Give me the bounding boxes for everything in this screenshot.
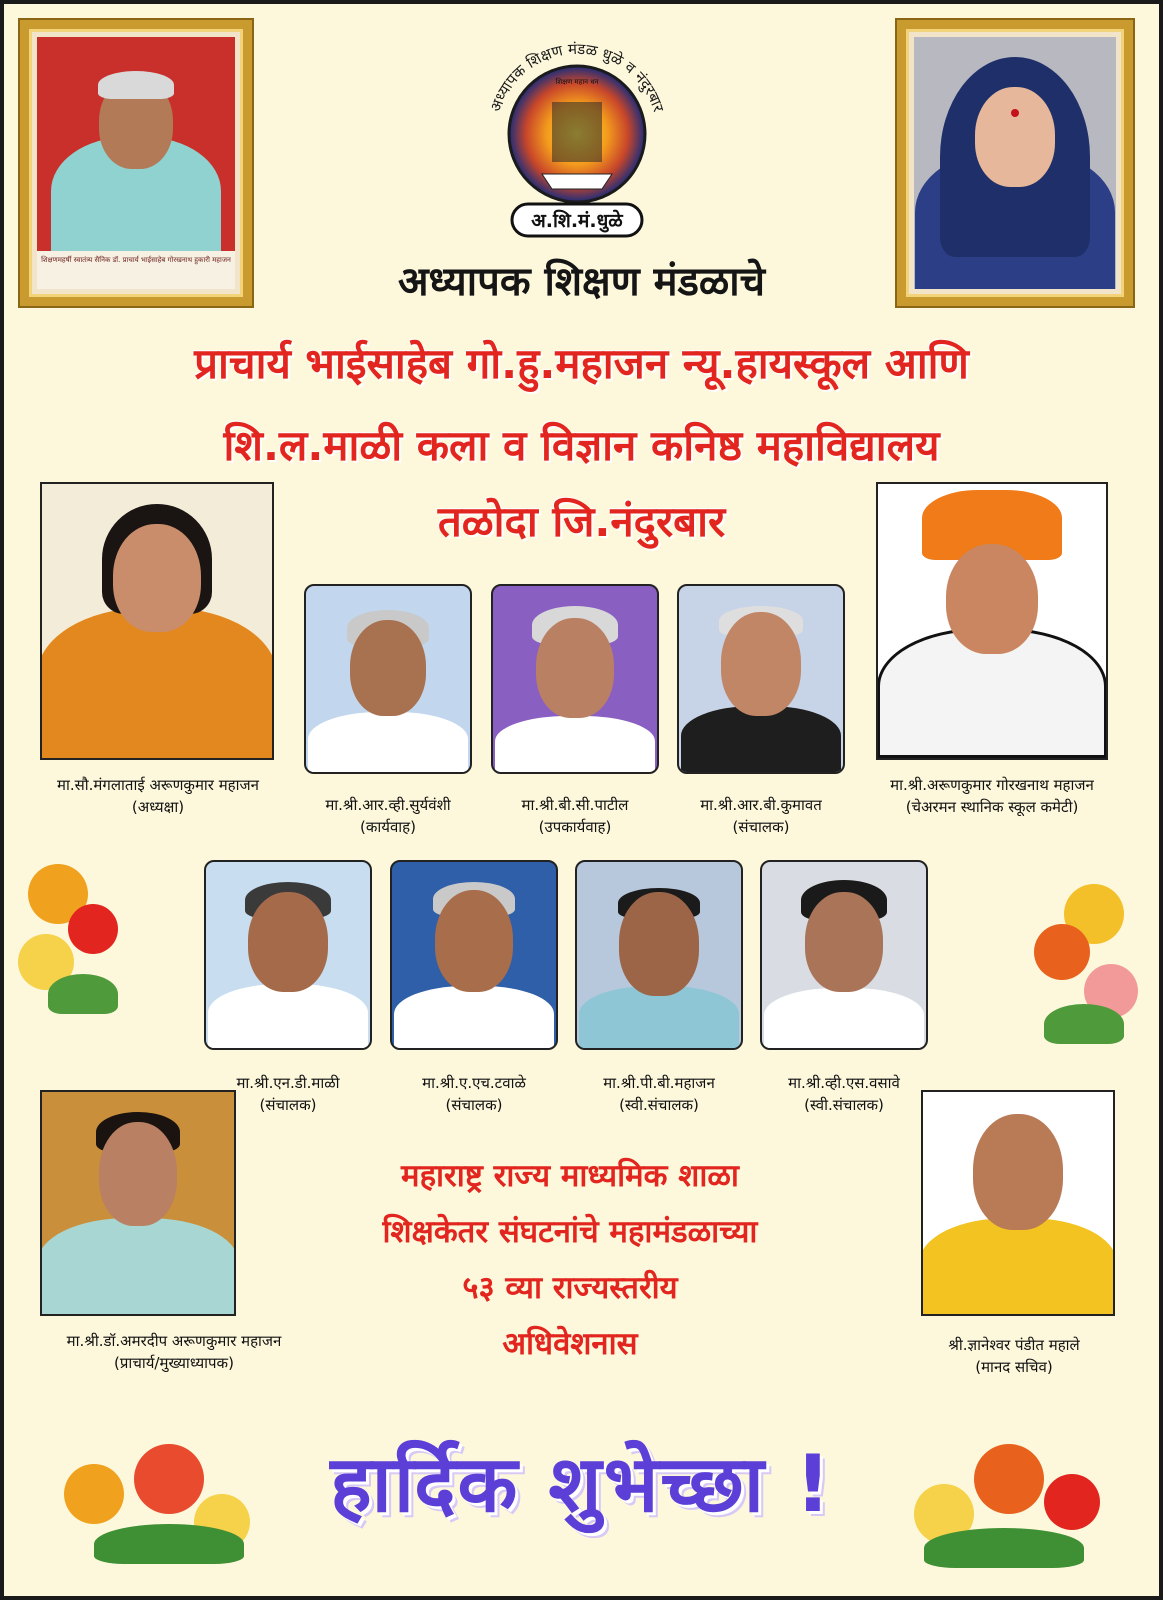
secretary-name: मा.श्री.आर.व्ही.सुर्यवंशी (325, 796, 451, 814)
director-kumawat-role: (संचालक) (732, 818, 790, 836)
caption-coopted-director-vasave (742, 1072, 946, 1116)
caption-president (20, 774, 296, 818)
director-mali-name: मा.श्री.एन.डी.माळी (236, 1074, 340, 1092)
photo-director-tawale (390, 860, 558, 1050)
coopted-director-vasave-name: मा.श्री.व्ही.एस.वसावे (788, 1074, 900, 1092)
org-heading: अध्यापक शिक्षण मंडळाचे (397, 259, 766, 305)
founder-frame-caption: शिक्षणमहर्षी स्वातंत्र्य सैनिक डॉ. प्राचार्य भाईसाहेब गोरखनाथ हुकारी महाजन (37, 251, 235, 289)
caption-coopted-director-mahajan (557, 1072, 761, 1116)
principal-role: (प्राचार्य/मुख्याध्यापक) (114, 1354, 234, 1372)
flower-bouquet-icon (8, 834, 138, 1034)
president-name: मा.सौ.मंगलाताई अरूणकुमार महाजन (57, 776, 259, 794)
director-kumawat-name: मा.श्री.आर.बी.कुमावत (700, 796, 822, 814)
coopted-director-vasave-role: (स्वी.संचालक) (804, 1096, 884, 1114)
caption-secretary (284, 794, 492, 838)
photo-hon-secretary (921, 1090, 1115, 1316)
flower-bouquet-icon (34, 1424, 274, 1584)
caption-hon-secretary (874, 1334, 1154, 1378)
secretary-role: (कार्यवाह) (360, 818, 416, 836)
photo-joint-secretary (491, 584, 659, 774)
logo-ring-text: अध्यापक शिक्षण मंडळ धुळे व नंदुरबार (486, 39, 668, 115)
photo-coopted-director-vasave (760, 860, 928, 1050)
chairman-role: (चेअरमन स्थानिक स्कूल कमेटी) (905, 798, 1079, 816)
director-tawale-name: मा.श्री.ए.एच.टवाळे (422, 1074, 526, 1092)
hon-secretary-role: (मानद सचिव) (975, 1358, 1053, 1376)
photo-chairman (876, 482, 1108, 760)
director-tawale-role: (संचालक) (445, 1096, 503, 1114)
photo-principal (40, 1090, 236, 1316)
event-line1: महाराष्ट्र राज्य माध्यमिक शाळा (401, 1158, 739, 1194)
coopted-director-mahajan-role: (स्वी.संचालक) (619, 1096, 699, 1114)
caption-director-kumawat (660, 794, 862, 838)
school-name-line2: शि.ल.माळी कला व विज्ञान कनिष्ठ महाविद्यालय (223, 421, 940, 470)
greeting-text: हार्दिक शुभेच्छा ! (330, 1440, 833, 1530)
photo-secretary (304, 584, 472, 774)
photo-president (40, 482, 274, 760)
director-mali-role: (संचालक) (259, 1096, 317, 1114)
flower-bouquet-icon (884, 1424, 1124, 1584)
school-location: तळोदा जि.नंदुरबार (437, 497, 726, 546)
photo-director-mali (204, 860, 372, 1050)
joint-secretary-name: मा.श्री.बी.सी.पाटील (521, 796, 629, 814)
flower-bouquet-icon (1024, 864, 1154, 1064)
caption-chairman (850, 774, 1134, 818)
logo-emblem-icon (472, 24, 682, 244)
photo-director-kumawat (677, 584, 845, 774)
hon-secretary-name: श्री.ज्ञानेश्वर पंडीत महाले (948, 1336, 1080, 1354)
caption-director-tawale (372, 1072, 576, 1116)
logo-inner-text: शिक्षण महान धन (555, 78, 599, 86)
organization-logo (472, 24, 682, 244)
photo-coopted-director-mahajan (575, 860, 743, 1050)
president-role: (अध्यक्षा) (131, 798, 185, 816)
logo-badge-text: अ.शि.मं.धुळे (531, 210, 623, 232)
caption-joint-secretary (474, 794, 676, 838)
principal-name: मा.श्री.डॉ.अमरदीप अरूणकुमार महाजन (66, 1332, 282, 1350)
chairman-name: मा.श्री.अरूणकुमार गोरखनाथ महाजन (890, 776, 1094, 794)
event-line4: अधिवेशनास (502, 1326, 638, 1362)
school-name-line1: प्राचार्य भाईसाहेब गो.हु.महाजन न्यू.हायस्कूल आणि (194, 339, 969, 388)
coopted-director-mahajan-name: मा.श्री.पी.बी.महाजन (603, 1074, 715, 1092)
event-line2: शिक्षकेतर संघटनांचे महामंडळाच्या (382, 1214, 758, 1250)
event-line3: ५३ व्या राज्यस्तरीय (462, 1270, 678, 1306)
joint-secretary-role: (उपकार्यवाह) (538, 818, 612, 836)
